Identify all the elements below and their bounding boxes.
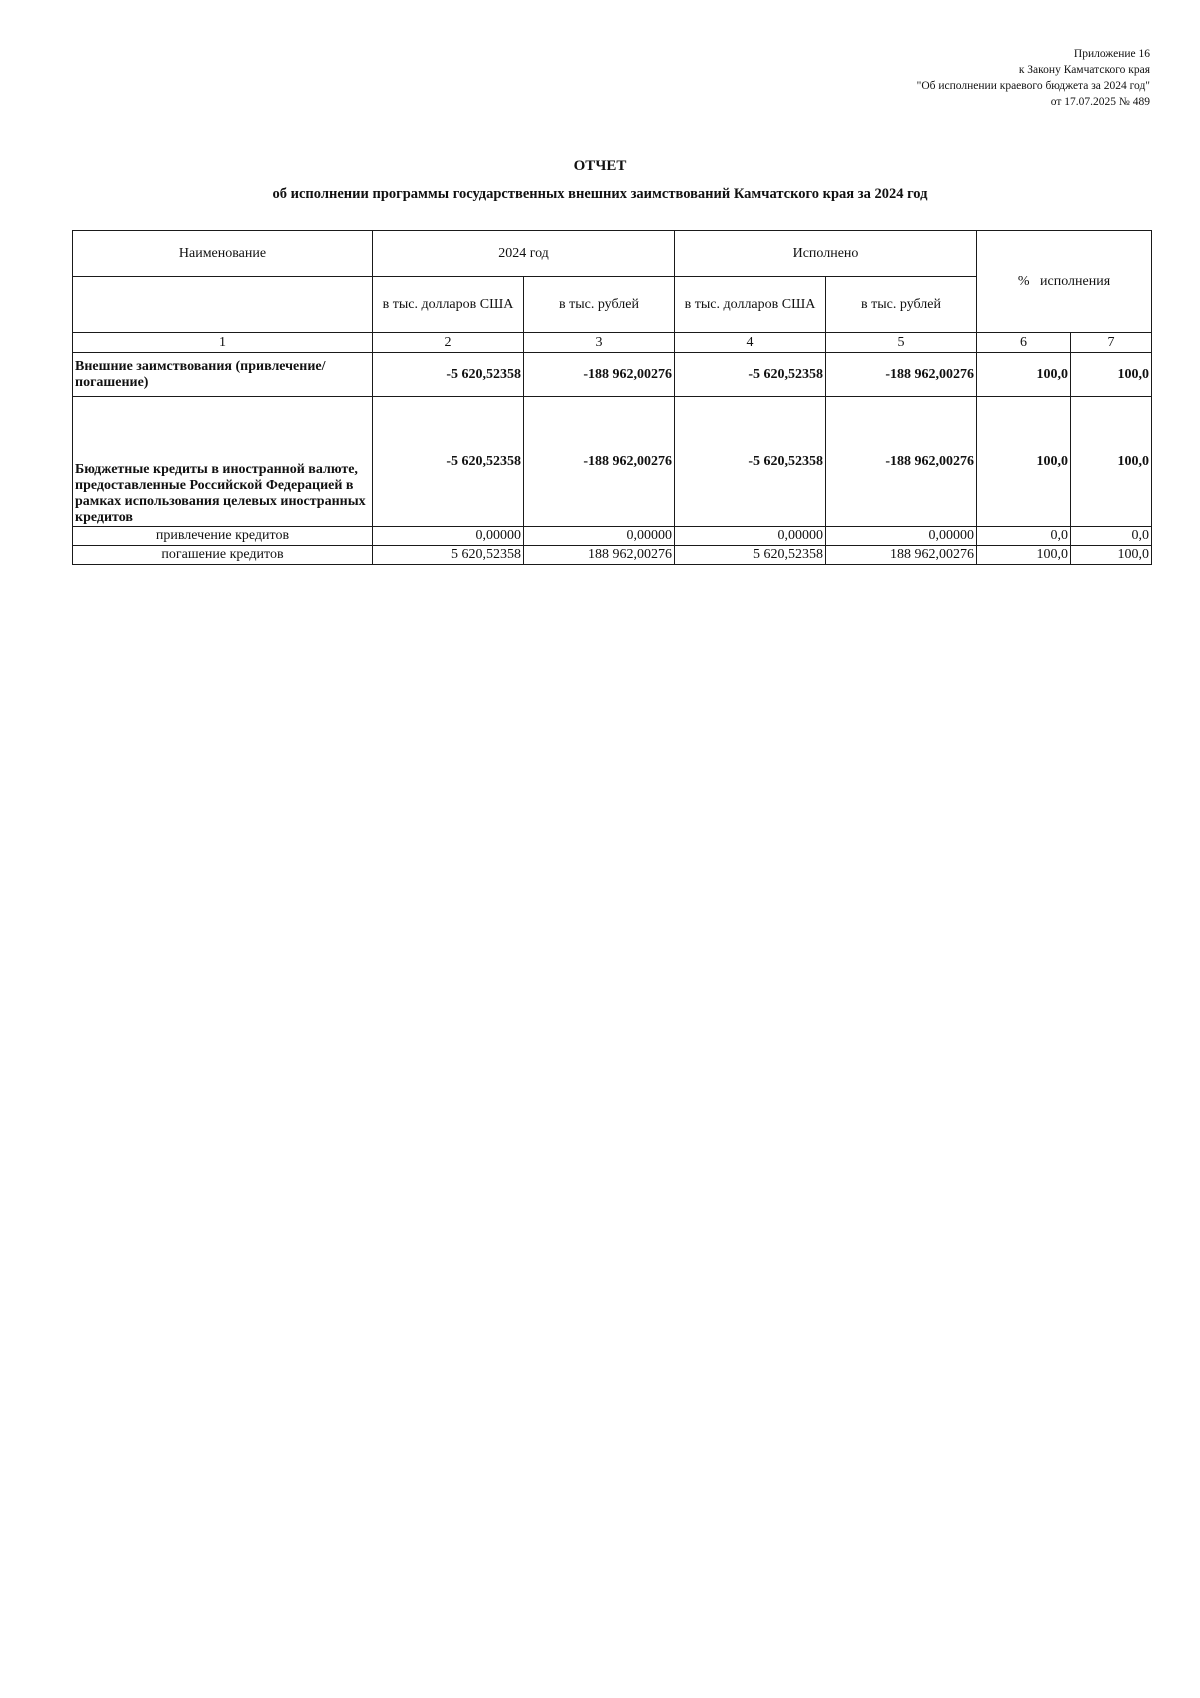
- row-name: погашение кредитов: [73, 546, 373, 565]
- header-plan-2024: 2024 год: [373, 231, 675, 277]
- document-subtitle: об исполнении программы государственных внешних заимствований Камчатского края за 2024 год: [272, 186, 928, 202]
- header-plan-rub: в тыс. рублей: [524, 277, 675, 333]
- row-plan-rub: -188 962,00276: [524, 397, 675, 527]
- row-exec-rub: -188 962,00276: [826, 353, 977, 397]
- table-row: [73, 527, 1152, 546]
- row-plan-rub: -188 962,00276: [524, 353, 675, 397]
- row-pct-usd: 0,0: [977, 527, 1071, 546]
- row-pct-rub: 100,0: [1071, 353, 1152, 397]
- appendix-line-3: "Об исполнении краевого бюджета за 2024 год": [916, 80, 1150, 92]
- row-exec-usd: -5 620,52358: [675, 353, 826, 397]
- row-plan-usd: 0,00000: [373, 527, 524, 546]
- header-exec-rub: в тыс. рублей: [826, 277, 977, 333]
- row-pct-usd: 100,0: [977, 397, 1071, 527]
- row-plan-usd: -5 620,52358: [373, 353, 524, 397]
- row-plan-usd: 5 620,52358: [373, 546, 524, 565]
- row-exec-rub: 0,00000: [826, 527, 977, 546]
- col-num-5: 5: [826, 333, 977, 353]
- row-plan-rub: 0,00000: [524, 527, 675, 546]
- row-exec-usd: -5 620,52358: [675, 397, 826, 527]
- row-exec-usd: 0,00000: [675, 527, 826, 546]
- header-row-1: [73, 231, 1152, 277]
- col-num-6: 6: [977, 333, 1071, 353]
- row-pct-rub: 100,0: [1071, 397, 1152, 527]
- col-num-1: 1: [73, 333, 373, 353]
- row-plan-usd: -5 620,52358: [373, 397, 524, 527]
- header-name-empty: [73, 277, 373, 333]
- col-num-3: 3: [524, 333, 675, 353]
- table-row: [73, 546, 1152, 565]
- row-exec-rub: 188 962,00276: [826, 546, 977, 565]
- header-percent: % исполнения: [977, 231, 1152, 333]
- header-exec-usd: в тыс. долларов США: [675, 277, 826, 333]
- borrowing-report-table: [72, 230, 1152, 565]
- appendix-line-2: к Закону Камчатского края: [1018, 64, 1150, 76]
- document-title: ОТЧЕТ: [573, 158, 627, 174]
- appendix-note: [917, 46, 1150, 110]
- table-row: [73, 397, 1152, 527]
- col-num-7: 7: [1071, 333, 1152, 353]
- column-number-row: [73, 333, 1152, 353]
- header-plan-usd: в тыс. долларов США: [373, 277, 524, 333]
- table-row: [73, 353, 1152, 397]
- row-exec-rub: -188 962,00276: [826, 397, 977, 527]
- row-name: Внешние заимствования (привлечение/погашение): [73, 353, 373, 397]
- row-name: Бюджетные кредиты в иностранной валюте, предоставленные Российской Федерацией в рамках использования целевых иностранных кредитов: [73, 397, 373, 527]
- row-plan-rub: 188 962,00276: [524, 546, 675, 565]
- appendix-line-4: от 17.07.2025 № 489: [1050, 96, 1150, 108]
- header-name: Наименование: [73, 231, 373, 277]
- row-pct-usd: 100,0: [977, 353, 1071, 397]
- row-exec-usd: 5 620,52358: [675, 546, 826, 565]
- col-num-4: 4: [675, 333, 826, 353]
- row-pct-usd: 100,0: [977, 546, 1071, 565]
- header-executed: Исполнено: [675, 231, 977, 277]
- appendix-line-1: Приложение 16: [1073, 48, 1150, 60]
- row-pct-rub: 100,0: [1071, 546, 1152, 565]
- col-num-2: 2: [373, 333, 524, 353]
- row-pct-rub: 0,0: [1071, 527, 1152, 546]
- row-name: привлечение кредитов: [73, 527, 373, 546]
